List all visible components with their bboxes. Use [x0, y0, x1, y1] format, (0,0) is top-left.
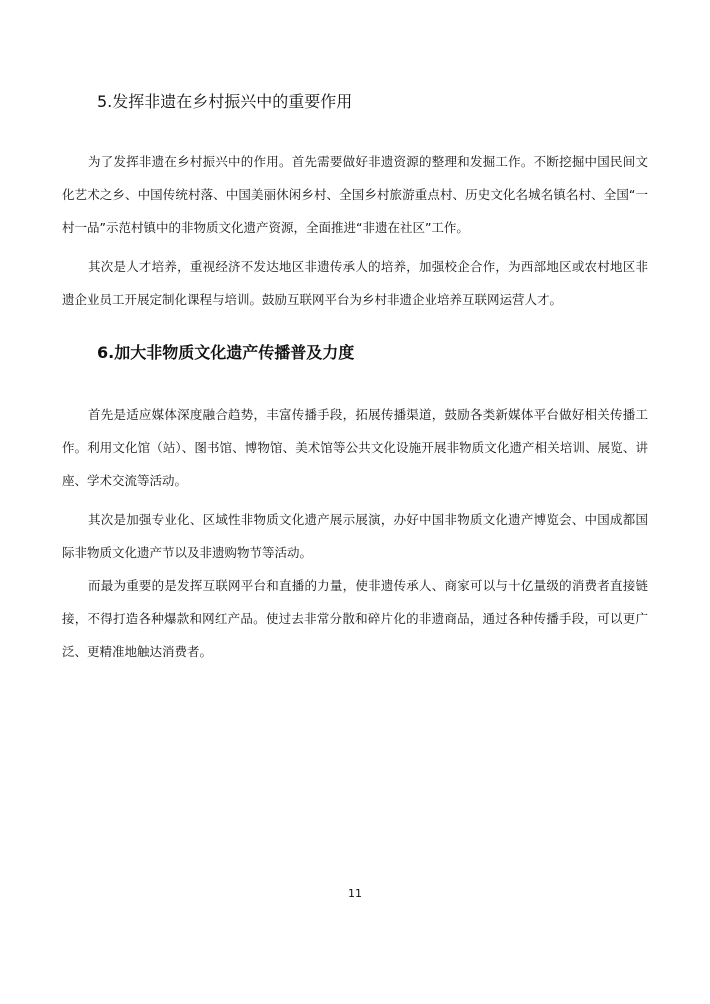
section-6-paragraph-1: 首先是适应媒体深度融合趋势，丰富传播手段，拓展传播渠道，鼓励各类新媒体平台做好相关传播工作。利用文化馆（站）、图书馆、博物馆、美术馆等公共文化设施开展非物质文化遗产相关培训、展览、讲座、学术交流等活动。: [62, 407, 648, 488]
section-heading-6: 6.加大非物质文化遗产传播普及力度: [97, 343, 355, 362]
section-6-paragraph-2: 其次是加强专业化、区域性非物质文化遗产展示展演，办好中国非物质文化遗产博览会、中国成都国际非物质文化遗产节以及非遗购物节等活动。: [62, 512, 648, 560]
section-6-paragraph-3: 而最为重要的是发挥互联网平台和直播的力量，使非遗传承人、商家可以与十亿量级的消费者直接链接，不得打造各种爆款和网红产品。使过去非常分散和碎片化的非遗商品，通过各种传播手段，可以更广泛、更精准地触达消费者。: [62, 578, 648, 659]
section-heading-5: 5.发挥非遗在乡村振兴中的重要作用: [97, 92, 353, 111]
section-5-paragraph-2: 其次是人才培养，重视经济不发达地区非遗传承人的培养，加强校企合作，为西部地区或农村地区非遗企业员工开展定制化课程与培训。鼓励互联网平台为乡村非遗企业培养互联网运营人才。: [62, 259, 648, 307]
page-number: 11: [348, 887, 362, 900]
section-5-paragraph-1: 为了发挥非遗在乡村振兴中的作用。首先需要做好非遗资源的整理和发掘工作。不断挖掘中国民间文化艺术之乡、中国传统村落、中国美丽休闲乡村、全国乡村旅游重点村、历史文化名城名镇名村、全国“一村一品”示范村镇中的非物质文化遗产资源，全面推进“非遗在社区”工作。: [62, 154, 648, 235]
